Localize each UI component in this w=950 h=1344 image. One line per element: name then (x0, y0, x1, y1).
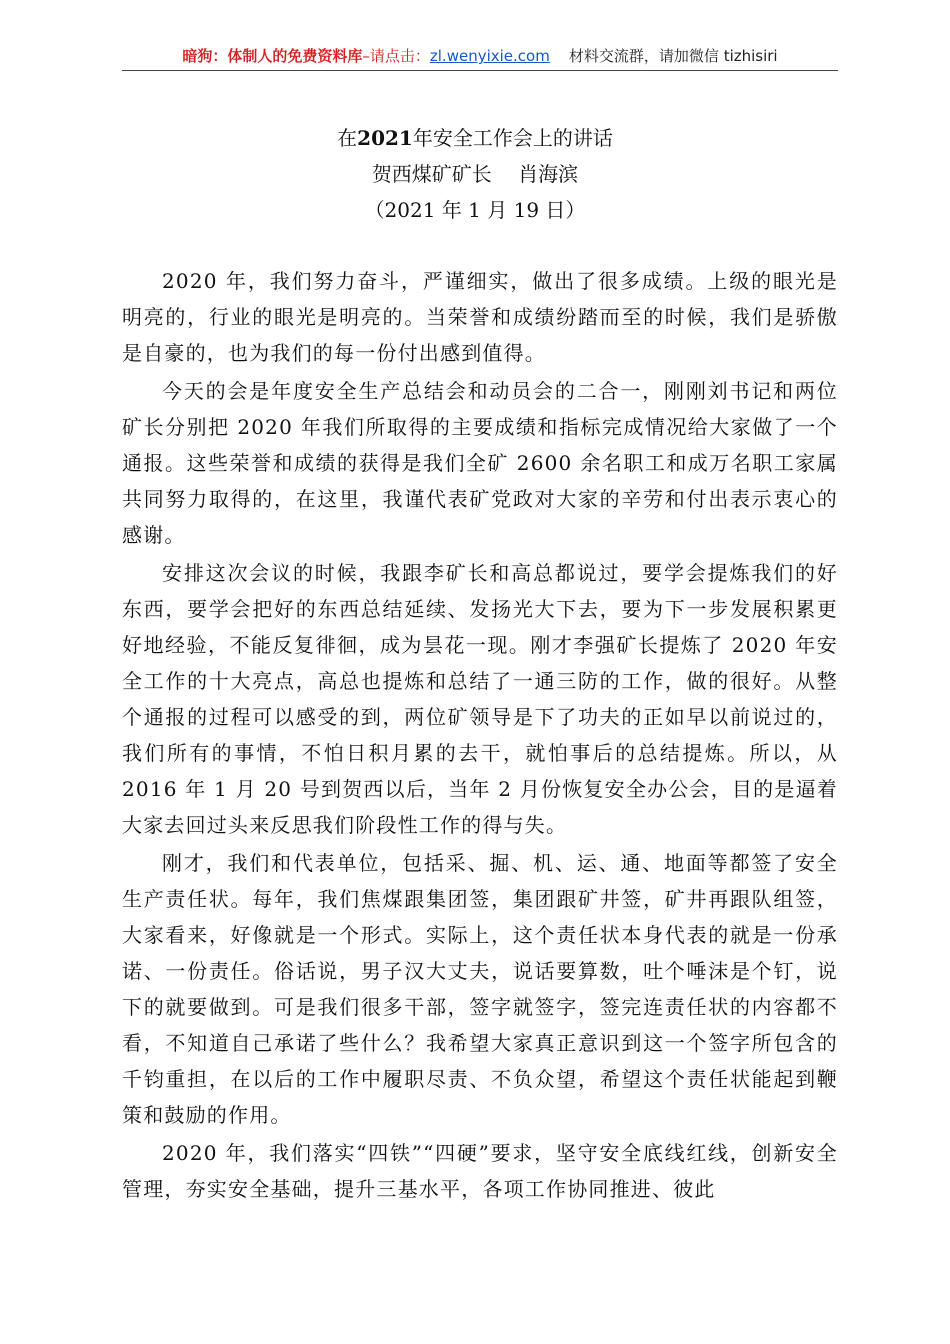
header-prompt: –请点击： (362, 47, 430, 65)
paragraph-5: 2020 年，我们落实“四铁”“四硬”要求，坚守安全底线红线，创新安全管理，夯实安全基础，提升三基水平，各项工作协同推进、彼此 (122, 1141, 838, 1201)
speaker-line: 贺西煤矿矿长 肖海滨 (371, 162, 579, 186)
paragraph-3: 安排这次会议的时候，我跟李矿长和高总都说过，要学会提炼我们的好东西，要学会把好的东西总结延续、发扬光大下去，要为下一步发展积累更好地经验，不能反复徘徊，成为昙花一现。刚才李强矿长提炼了 2020 年安全工作的十大亮点，高总也提炼和总结了一通三防的工作，做的很好。从整个通报的过程可以感受的到，两位矿领导是下了功夫的正如早以前说过的，我们所有的事情，不怕日积月累的去干，就怕事后的总结提炼。所以，从 2016 年 1 月 20 号到贺西以后，当年 2 月份恢复安全办公会，目的是逼着大家去回过头来反思我们阶段性工作的得与失。 (122, 561, 838, 837)
date-line: （2021 年 1 月 19 日） (364, 198, 586, 222)
paragraph-4: 刚才，我们和代表单位，包括采、掘、机、运、通、地面等都签了安全生产责任状。每年，我们焦煤跟集团签，集团跟矿井签，矿井再跟队组签，大家看来，好像就是一个形式。实际上，这个责任状本身代表的就是一份承诺、一份责任。俗话说，男子汉大丈夫，说话要算数，吐个唾沫是个钉，说下的就要做到。可是我们很多干部，签字就签字，签完连责任状的内容都不看，不知道自己承诺了些什么？我希望大家真正意识到这一个签字所包含的千钧重担，在以后的工作中履职尽责、不负众望，希望这个责任状能起到鞭策和鼓励的作用。 (122, 851, 838, 1127)
title-suffix: 年安全工作会上的讲话 (412, 126, 613, 150)
header-link[interactable]: zl.wenyixie.com (429, 47, 550, 65)
title-year: 2021 (357, 126, 413, 150)
title-block (0, 120, 950, 228)
title-prefix: 在 (337, 126, 358, 150)
document-body (122, 263, 838, 1209)
paragraph-1: 2020 年，我们努力奋斗，严谨细实，做出了很多成绩。上级的眼光是明亮的，行业的眼光是明亮的。当荣誉和成绩纷踏而至的时候，我们是骄傲是自豪的，也为我们的每一份付出感到值得。 (122, 269, 838, 365)
header-group-info: 材料交流群，请加微信 tizhisiri (568, 47, 778, 65)
paragraph-2: 今天的会是年度安全生产总结会和动员会的二合一，刚刚刘书记和两位矿长分别把 2020 年我们所取得的主要成绩和指标完成情况给大家做了一个通报。这些荣誉和成绩的获得是我们全矿 2600 余名职工和成万名职工家属共同努力取得的，在这里，我谨代表矿党政对大家的辛劳和付出表示衷心的感谢。 (122, 379, 838, 547)
header-brand: 暗狗：体制人的免费资料库 (182, 47, 363, 65)
page-header (122, 44, 838, 71)
document-title (0, 120, 950, 156)
